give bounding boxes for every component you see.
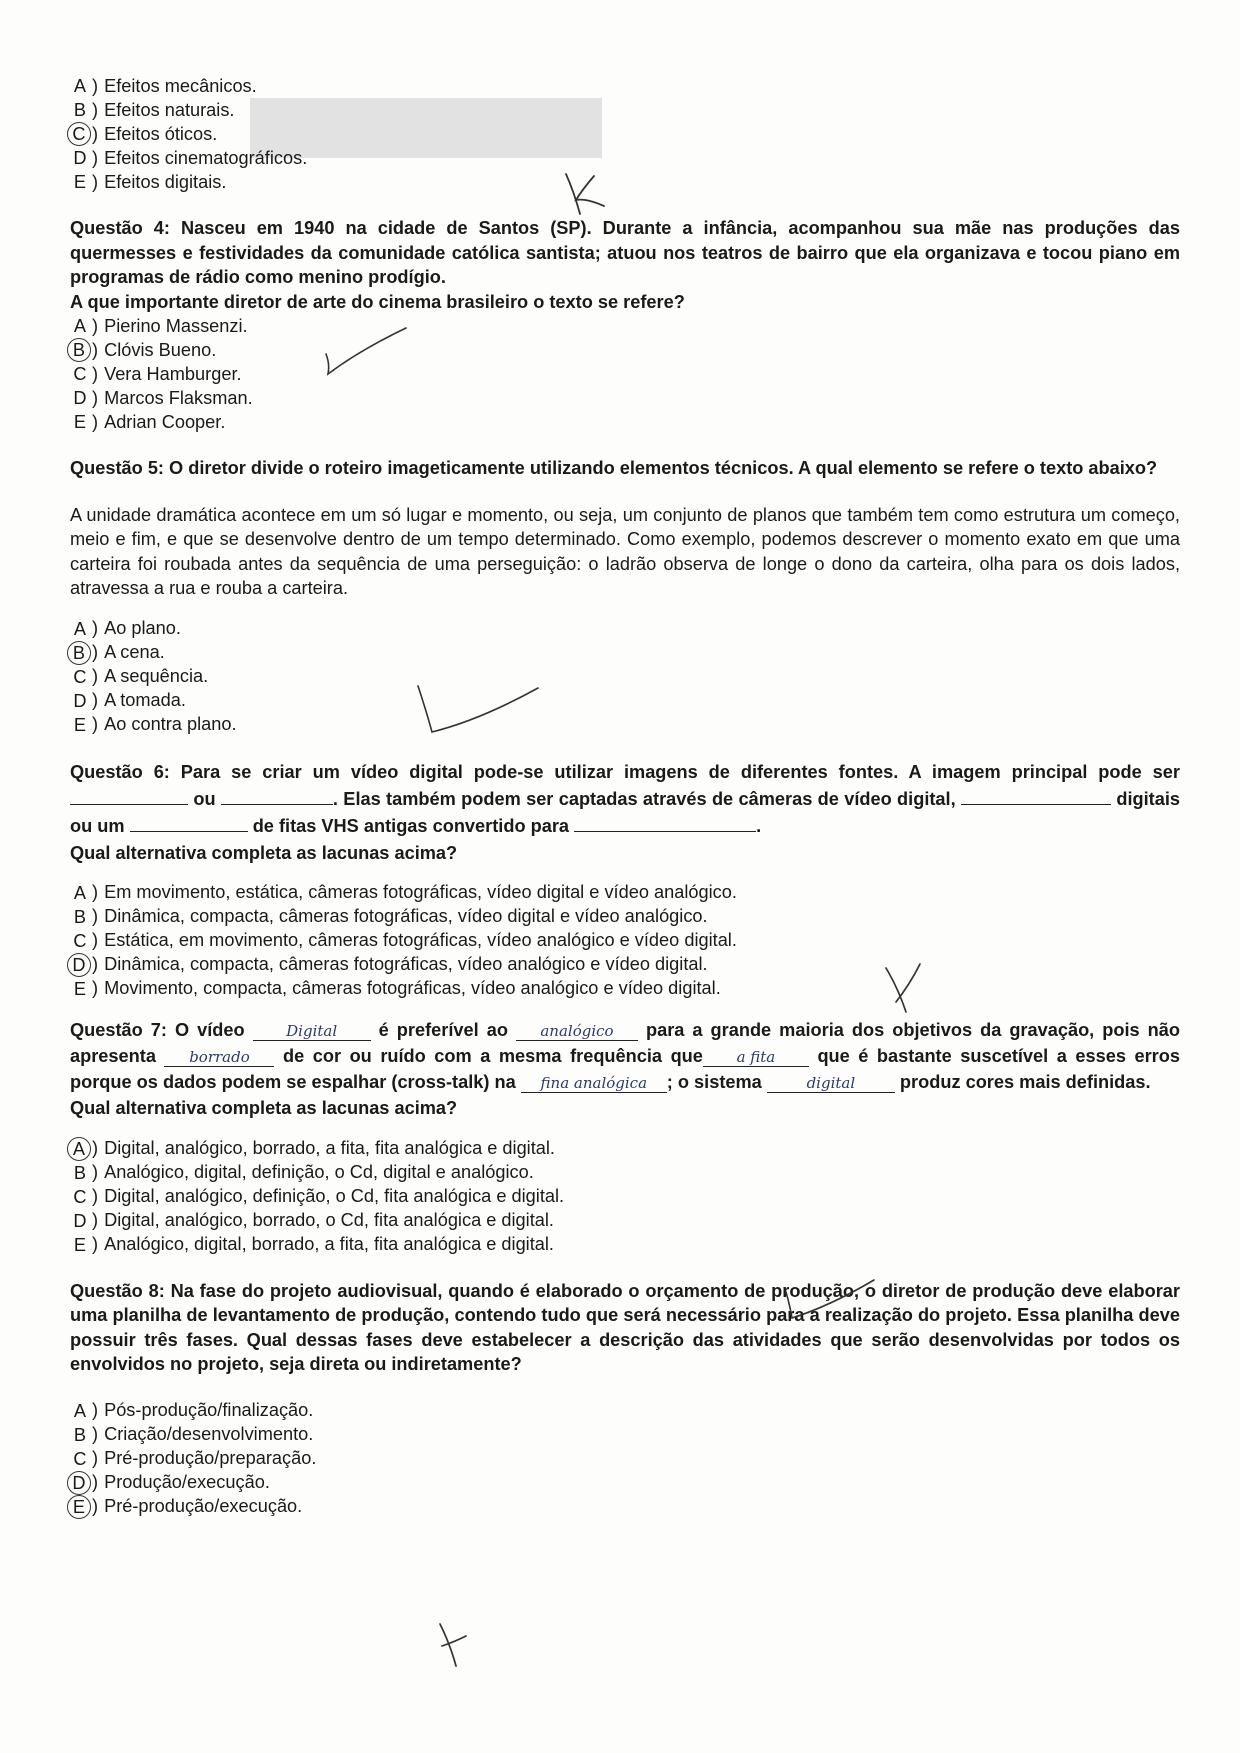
question-7-handwritten-1: Digital bbox=[253, 1022, 371, 1041]
question-4-option-e[interactable] bbox=[70, 410, 1180, 434]
option-paren: ) bbox=[92, 315, 99, 336]
question-8-option-text: Pré-produção/execução. bbox=[104, 1496, 303, 1517]
question-6-option-c[interactable] bbox=[70, 929, 1180, 953]
question-6-part1: Questão 6: Para se criar um vídeo digital pode-se utilizar imagens de diferentes fontes. A imagem principal pode ser bbox=[70, 761, 1180, 782]
question-3-option-e[interactable] bbox=[70, 170, 1180, 194]
cross-mark-icon bbox=[432, 1616, 472, 1672]
question-6-option-text: Em movimento, estática, câmeras fotográficas, vídeo digital e vídeo analógico. bbox=[104, 882, 737, 903]
question-7-handwritten-2: analógico bbox=[516, 1022, 638, 1041]
option-paren: ) bbox=[92, 147, 99, 168]
option-paren: ) bbox=[92, 882, 99, 903]
option-paren: ) bbox=[92, 1186, 99, 1207]
question-6-part5: de fitas VHS antigas convertido para bbox=[252, 815, 570, 836]
question-3-option-text: Efeitos mecânicos. bbox=[104, 75, 257, 96]
question-7-option-text: Digital, analógico, borrado, o Cd, fita analógica e digital. bbox=[104, 1210, 554, 1231]
question-8-option-a[interactable] bbox=[70, 1399, 1180, 1423]
question-7-option-text: Digital, analógico, definição, o Cd, fita analógica e digital. bbox=[104, 1186, 565, 1207]
question-6-blank-4 bbox=[130, 813, 248, 832]
question-3-option-letter: E bbox=[73, 172, 87, 192]
question-8-option-letter: D bbox=[67, 1471, 91, 1495]
option-paren: ) bbox=[92, 642, 99, 663]
option-paren: ) bbox=[92, 714, 99, 735]
question-3-option-letter: C bbox=[67, 122, 91, 146]
option-paren: ) bbox=[92, 1448, 99, 1469]
question-7-option-text: Digital, analógico, borrado, a fita, fita analógica e digital. bbox=[104, 1138, 555, 1159]
question-3-option-d[interactable] bbox=[70, 146, 1180, 170]
option-paren: ) bbox=[92, 1162, 99, 1183]
question-7-option-c[interactable] bbox=[70, 1185, 1180, 1209]
question-7-handwritten-4: a fita bbox=[703, 1048, 809, 1067]
question-7-option-d[interactable] bbox=[70, 1209, 1180, 1233]
question-7-part6: ; o sistema bbox=[666, 1071, 762, 1092]
question-4-option-letter: D bbox=[73, 388, 87, 408]
question-8-option-letter: A bbox=[73, 1400, 87, 1421]
question-4-option-text: Adrian Cooper. bbox=[104, 411, 226, 432]
question-4-option-a[interactable] bbox=[70, 314, 1180, 338]
question-4-option-letter: B bbox=[67, 338, 91, 362]
question-5-option-c[interactable] bbox=[70, 665, 1180, 689]
question-4-statement: Questão 4: Nasceu em 1940 na cidade de Santos (SP). Durante a infância, acompanhou sua mãe nas produções das quermesses e festividades da comunidade católica santista; atuou nos teatros de bairro que ela organizava e tocou piano em programas de rádio como menino prodígio. bbox=[70, 218, 1180, 287]
question-5-passage: A unidade dramática acontece em um só lugar e momento, ou seja, um conjunto de planos que também tem como estrutura um começo, meio e fim, e que se desenvolve dentro de um tempo determinado. Como exemplo, podemos descrever o momento exato em que uma carteira foi roubada antes da sequência de uma perseguição: o ladrão observa de longe o dono da carteira, olha para os dois lados, atravessa a rua e rouba a carteira. bbox=[70, 504, 1180, 598]
option-paren: ) bbox=[92, 690, 99, 711]
question-7-handwritten-3: borrado bbox=[164, 1048, 274, 1067]
question-5-option-letter: B bbox=[67, 641, 91, 665]
question-7-handwritten-6: digital bbox=[767, 1074, 895, 1093]
question-4-option-letter: C bbox=[73, 364, 87, 384]
option-paren: ) bbox=[92, 339, 99, 360]
question-7-option-text: Analógico, digital, definição, o Cd, digital e analógico. bbox=[104, 1162, 534, 1183]
question-6 bbox=[70, 759, 1180, 867]
question-3-option-a[interactable] bbox=[70, 74, 1180, 98]
question-6-blank-1 bbox=[70, 786, 188, 805]
question-7-part2: é preferível ao bbox=[378, 1019, 508, 1040]
question-6-option-letter: C bbox=[73, 930, 87, 951]
question-6-prompt: Qual alternativa completa as lacunas acima? bbox=[70, 842, 458, 863]
question-4-option-d[interactable] bbox=[70, 386, 1180, 410]
option-paren: ) bbox=[92, 75, 99, 96]
question-7-option-letter: A bbox=[67, 1137, 91, 1161]
question-5-option-text: A cena. bbox=[104, 642, 165, 663]
question-6-blank-5 bbox=[574, 813, 756, 832]
question-6-part2: ou bbox=[193, 788, 216, 809]
option-paren: ) bbox=[92, 1424, 99, 1445]
question-4-option-text: Clóvis Bueno. bbox=[104, 339, 217, 360]
exam-content bbox=[70, 74, 1180, 1519]
question-8-option-text: Produção/execução. bbox=[104, 1472, 270, 1493]
question-3-option-letter: B bbox=[73, 100, 87, 120]
question-8-option-letter: B bbox=[73, 1424, 87, 1445]
question-4-option-text: Marcos Flaksman. bbox=[104, 387, 253, 408]
question-6-option-text: Movimento, compacta, câmeras fotográficas, vídeo analógico e vídeo digital. bbox=[104, 978, 721, 999]
option-paren: ) bbox=[92, 411, 99, 432]
question-5-option-b[interactable] bbox=[70, 641, 1180, 665]
question-7-option-letter: B bbox=[73, 1162, 87, 1183]
question-7-part1: Questão 7: O vídeo bbox=[70, 1019, 245, 1040]
option-paren: ) bbox=[92, 1210, 99, 1231]
option-paren: ) bbox=[92, 387, 99, 408]
question-7-option-text: Analógico, digital, borrado, a fita, fita analógica e digital. bbox=[104, 1234, 554, 1255]
option-paren: ) bbox=[92, 1472, 99, 1493]
option-paren: ) bbox=[92, 906, 99, 927]
question-7-option-b[interactable] bbox=[70, 1161, 1180, 1185]
question-5 bbox=[70, 456, 1180, 481]
question-8-option-b[interactable] bbox=[70, 1423, 1180, 1447]
question-8-option-text: Criação/desenvolvimento. bbox=[104, 1424, 314, 1445]
question-7-option-e[interactable] bbox=[70, 1233, 1180, 1257]
question-3-option-c[interactable] bbox=[70, 122, 1180, 146]
option-paren: ) bbox=[92, 363, 99, 384]
question-6-option-text: Dinâmica, compacta, câmeras fotográficas, vídeo analógico e vídeo digital. bbox=[104, 954, 708, 975]
question-3-option-text: Efeitos cinematográficos. bbox=[104, 147, 308, 168]
question-5-option-letter: C bbox=[73, 666, 87, 687]
question-8 bbox=[70, 1279, 1180, 1377]
question-3-option-letter: A bbox=[73, 76, 87, 96]
question-4-option-c[interactable] bbox=[70, 362, 1180, 386]
question-5-option-text: Ao plano. bbox=[104, 618, 181, 639]
question-7-prompt: Qual alternativa completa as lacunas acima? bbox=[70, 1097, 458, 1118]
question-6-option-letter: D bbox=[67, 953, 91, 977]
question-4-option-text: Vera Hamburger. bbox=[104, 363, 242, 384]
question-7-part5: que é bastante suscetível a esses erros porque os dados podem se espalhar (cross-talk) na bbox=[70, 1045, 1180, 1092]
question-7-option-letter: C bbox=[73, 1186, 87, 1207]
question-4-prompt: A que importante diretor de arte do cinema brasileiro o texto se refere? bbox=[70, 291, 685, 312]
question-6-option-letter: E bbox=[73, 978, 87, 999]
question-3-option-letter: D bbox=[73, 148, 87, 168]
question-6-part6: . bbox=[756, 815, 762, 836]
question-7-option-letter: D bbox=[73, 1210, 87, 1231]
question-3-option-text: Efeitos digitais. bbox=[104, 171, 227, 192]
q5-options bbox=[70, 617, 1180, 737]
option-paren: ) bbox=[92, 171, 99, 192]
question-8-option-letter: C bbox=[73, 1448, 87, 1469]
question-4-option-text: Pierino Massenzi. bbox=[104, 315, 248, 336]
question-8-option-c[interactable] bbox=[70, 1447, 1180, 1471]
question-7 bbox=[70, 1017, 1180, 1121]
question-5-option-text: A tomada. bbox=[104, 690, 186, 711]
question-7-part3: para a grande maioria dos objetivos da gravação, pois não apresenta bbox=[70, 1019, 1180, 1066]
question-8-statement: Questão 8: Na fase do projeto audiovisual, quando é elaborado o orçamento de produção, o diretor de produção deve elaborar uma planilha de levantamento de produção, contendo tudo que será necessário para a realização do projeto. Essa planilha deve possuir três fases. Qual dessas fases deve estabelecer a descrição das atividades que serão desenvolvidas por todos os envolvidos no projeto, seja direta ou indiretamente? bbox=[70, 1280, 1180, 1374]
question-4-option-b[interactable] bbox=[70, 338, 1180, 362]
option-paren: ) bbox=[92, 978, 99, 999]
q4-options bbox=[70, 314, 1180, 434]
question-6-blank-3 bbox=[961, 786, 1111, 805]
question-7-handwritten-5: fina analógica bbox=[521, 1074, 667, 1093]
question-5-option-text: Ao contra plano. bbox=[104, 714, 237, 735]
option-paren: ) bbox=[92, 1234, 99, 1255]
option-paren: ) bbox=[92, 618, 99, 639]
question-5-statement: Questão 5: O diretor divide o roteiro imageticamente utilizando elementos técnicos. A qual elemento se refere o texto abaixo? bbox=[70, 458, 1158, 478]
question-6-blank-2 bbox=[221, 786, 333, 805]
question-8-option-text: Pré-produção/preparação. bbox=[104, 1448, 317, 1469]
question-5-option-letter: E bbox=[73, 714, 87, 735]
question-8-option-e[interactable] bbox=[70, 1495, 1180, 1519]
question-7-part4: de cor ou ruído com a mesma frequência que bbox=[283, 1045, 703, 1066]
question-5-option-text: A sequência. bbox=[104, 666, 209, 687]
question-6-option-letter: B bbox=[73, 906, 87, 927]
q3-options bbox=[70, 74, 1180, 194]
question-6-option-letter: A bbox=[73, 882, 87, 903]
question-4-option-letter: A bbox=[73, 316, 87, 336]
question-5-option-d[interactable] bbox=[70, 689, 1180, 713]
question-6-option-e[interactable] bbox=[70, 977, 1180, 1001]
option-paren: ) bbox=[92, 123, 99, 144]
question-8-option-letter: E bbox=[67, 1495, 91, 1519]
option-paren: ) bbox=[92, 954, 99, 975]
question-3-option-text: Efeitos óticos. bbox=[104, 123, 218, 144]
question-6-option-a[interactable] bbox=[70, 881, 1180, 905]
question-7-option-a[interactable] bbox=[70, 1137, 1180, 1161]
option-paren: ) bbox=[92, 1496, 99, 1517]
question-6-part3: . Elas também podem ser captadas através de câmeras de vídeo digital, bbox=[332, 788, 956, 809]
question-7-option-letter: E bbox=[73, 1234, 87, 1255]
question-6-part4: digitais ou um bbox=[70, 788, 1181, 836]
question-6-option-text: Estática, em movimento, câmeras fotográficas, vídeo analógico e vídeo digital. bbox=[104, 930, 737, 951]
question-3-option-text: Efeitos naturais. bbox=[104, 99, 235, 120]
question-5-option-letter: D bbox=[73, 690, 87, 711]
question-6-option-d[interactable] bbox=[70, 953, 1180, 977]
option-paren: ) bbox=[92, 1400, 99, 1421]
question-5-option-e[interactable] bbox=[70, 713, 1180, 737]
question-6-option-b[interactable] bbox=[70, 905, 1180, 929]
question-4-option-letter: E bbox=[73, 412, 87, 432]
option-paren: ) bbox=[92, 666, 99, 687]
question-8-option-text: Pós-produção/finalização. bbox=[104, 1400, 314, 1421]
question-3-option-b[interactable] bbox=[70, 98, 1180, 122]
q7-options bbox=[70, 1137, 1180, 1257]
question-6-option-text: Dinâmica, compacta, câmeras fotográficas, vídeo digital e vídeo analógico. bbox=[104, 906, 708, 927]
question-4 bbox=[70, 216, 1180, 314]
question-8-option-d[interactable] bbox=[70, 1471, 1180, 1495]
option-paren: ) bbox=[92, 99, 99, 120]
question-7-part7: produz cores mais definidas. bbox=[899, 1071, 1151, 1092]
option-paren: ) bbox=[92, 930, 99, 951]
option-paren: ) bbox=[92, 1138, 99, 1159]
question-5-option-letter: A bbox=[73, 618, 87, 639]
question-5-option-a[interactable] bbox=[70, 617, 1180, 641]
q8-options bbox=[70, 1399, 1180, 1519]
q6-options bbox=[70, 881, 1180, 1001]
